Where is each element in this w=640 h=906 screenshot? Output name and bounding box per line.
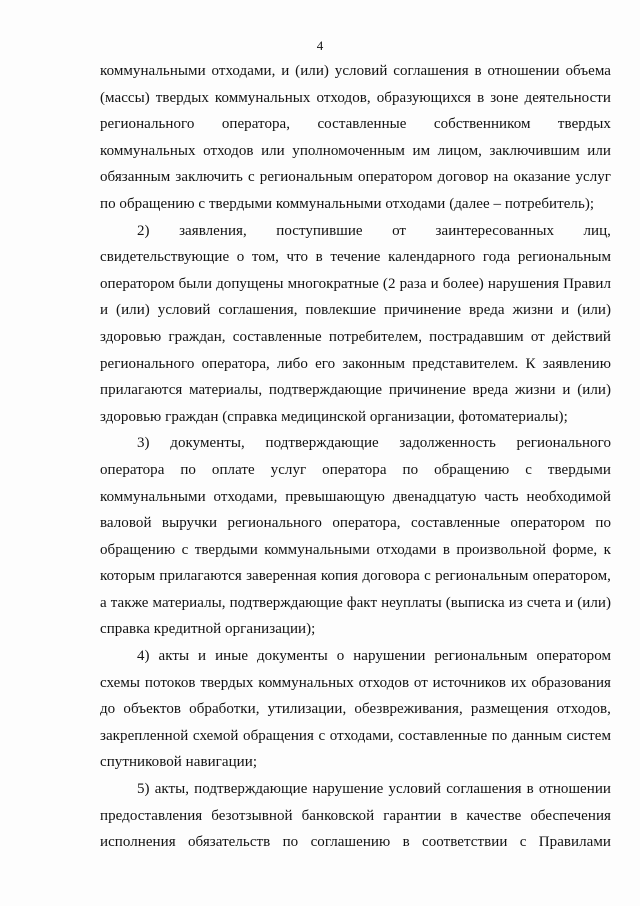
text-line: спутниковой навигации; [100, 754, 258, 771]
text-line: до объектов обработки, утилизации, обезвреживания, размещения отходов, [100, 701, 611, 718]
text-line: обращению с твердыми коммунальными отходами в произвольной форме, к [100, 541, 611, 558]
text-line: прилагаются материалы, подтверждающие причинение вреда жизни и (или) [100, 382, 611, 399]
text-line: оператором были допущены многократные (2 раза и более) нарушения Правил [100, 275, 611, 292]
text-line: исполнения обязательств по соглашению в соответствии с Правилами [100, 834, 611, 851]
text-line: 2) заявления, поступившие от заинтересованных лиц, [137, 222, 611, 239]
text-line: (массы) твердых коммунальных отходов, образующихся в зоне деятельности [100, 89, 611, 106]
text-line: свидетельствующие о том, что в течение календарного года региональным [100, 249, 611, 266]
text-line: а также материалы, подтверждающие факт неуплаты (выписка из счета и (или) [100, 594, 611, 611]
text-line: коммунальными отходами, превышающую двенадцатую часть необходимой [100, 488, 611, 505]
text-line: регионального оператора, составленные собственником твердых [100, 116, 611, 133]
text-line: которым прилагаются заверенная копия договора с региональным оператором, [100, 568, 611, 585]
text-line: 4) акты и иные документы о нарушении региональным оператором [137, 648, 611, 665]
body-text [100, 58, 611, 856]
text-line: валовой выручки регионального оператора, составленные оператором по [100, 515, 611, 532]
text-line: справка кредитной организации); [100, 621, 316, 638]
text-line: предоставления безотзывной банковской гарантии в качестве обеспечения [100, 807, 611, 824]
text-line: по обращению с твердыми коммунальными отходами (далее – потребитель); [100, 195, 595, 212]
text-line: 3) документы, подтверждающие задолженность регионального [137, 435, 611, 452]
text-line: 5) акты, подтверждающие нарушение условий соглашения в отношении [137, 781, 611, 798]
text-line: закрепленной схемой обращения с отходами, составленные по данным систем [100, 727, 611, 744]
text-line: здоровью граждан (справка медицинской организации, фотоматериалы); [100, 408, 568, 425]
text-line: коммунальными отходами, и (или) условий соглашения в отношении объема [100, 63, 611, 79]
text-line: регионального оператора, либо его законным представителем. К заявлению [100, 355, 611, 372]
text-line: и (или) условий соглашения, повлекшие причинение вреда жизни и (или) [100, 302, 611, 319]
text-line: коммунальных отходов или уполномоченным им лицом, заключившим или [100, 142, 611, 159]
page-number: 4 [316, 38, 324, 53]
text-line: схемы потоков твердых коммунальных отходов от источников их образования [100, 674, 611, 691]
text-line: оператора по оплате услуг оператора по обращению с твердыми [100, 461, 611, 478]
text-line: обязанным заключить с региональным оператором договор на оказание услуг [100, 169, 611, 186]
text-line: здоровью граждан, составленные потребителем, пострадавшим от действий [100, 328, 611, 345]
